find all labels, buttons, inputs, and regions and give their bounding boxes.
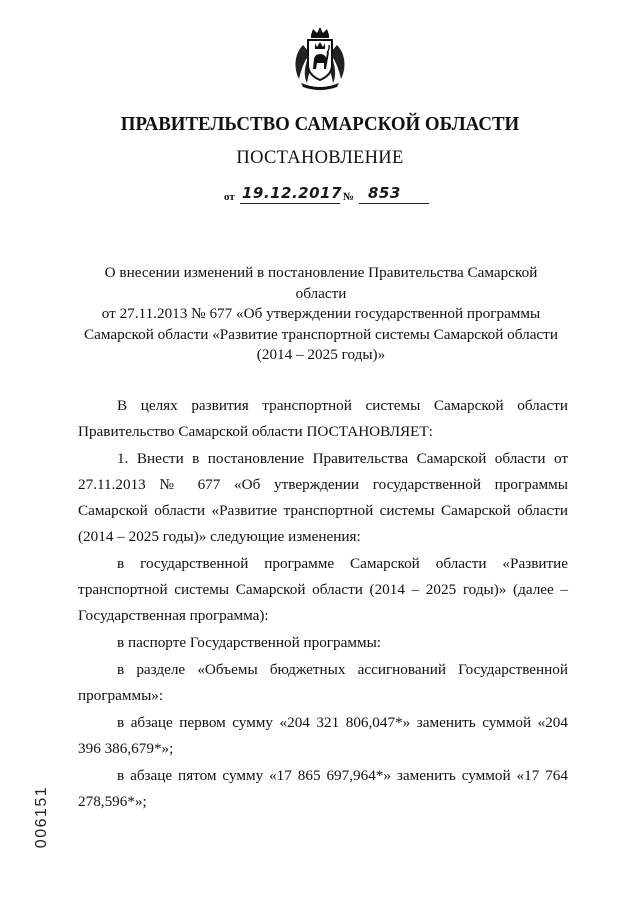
number-prefix: № xyxy=(343,191,355,203)
date-underline xyxy=(240,203,340,204)
date-value: 19.12.2017 xyxy=(242,184,342,202)
number-underline xyxy=(359,203,429,204)
document-type: ПОСТАНОВЛЕНИЕ xyxy=(236,148,404,168)
document-body xyxy=(78,393,568,815)
subject-line: (2014 – 2025 годы)» xyxy=(256,346,386,363)
body-paragraph: в государственной программе Самарской области «Развитие транспортной системы Самарской области (2014 – 2025 годы)» (далее – Государственная программа): xyxy=(78,555,568,624)
coat-of-arms-icon xyxy=(291,25,349,91)
subject-line: Самарской области «Развитие транспортной системы Самарской области xyxy=(84,325,558,343)
side-registration-code xyxy=(32,778,52,858)
body-paragraph: в паспорте Государственной программы: xyxy=(117,634,382,651)
body-paragraph: в абзаце первом сумму «204 321 806,047*» заменить суммой «204 396 386,679*»; xyxy=(78,714,568,757)
subject-line: О внесении изменений в постановление Правительства Самарской области xyxy=(104,264,538,302)
body-paragraph: в разделе «Объемы бюджетных ассигнований Государственной программы»: xyxy=(78,661,568,704)
body-paragraph: 1. Внести в постановление Правительства Самарской области от 27.11.2013 № 677 «Об утверждении государственной программы Самарской области «Развитие транспортной системы Самарской области (2014 – 2025 годы)» следующие изменения: xyxy=(78,450,568,545)
registration-line xyxy=(222,184,432,208)
body-paragraph: в абзаце пятом сумму «17 865 697,964*» заменить суммой «17 764 278,596*»; xyxy=(78,767,568,810)
date-prefix: от xyxy=(224,191,235,203)
subject-line: от 27.11.2013 № 677 «Об утверждении государственной программы xyxy=(101,305,541,322)
number-value: 853 xyxy=(368,184,401,202)
organization-title: ПРАВИТЕЛЬСТВО САМАРСКОЙ ОБЛАСТИ xyxy=(120,113,520,135)
body-paragraph: В целях развития транспортной системы Самарской области Правительство Самарской области ПОСТАНОВЛЯЕТ: xyxy=(78,397,568,440)
side-code-text: 006151 xyxy=(33,785,50,849)
document-subject xyxy=(78,263,564,366)
